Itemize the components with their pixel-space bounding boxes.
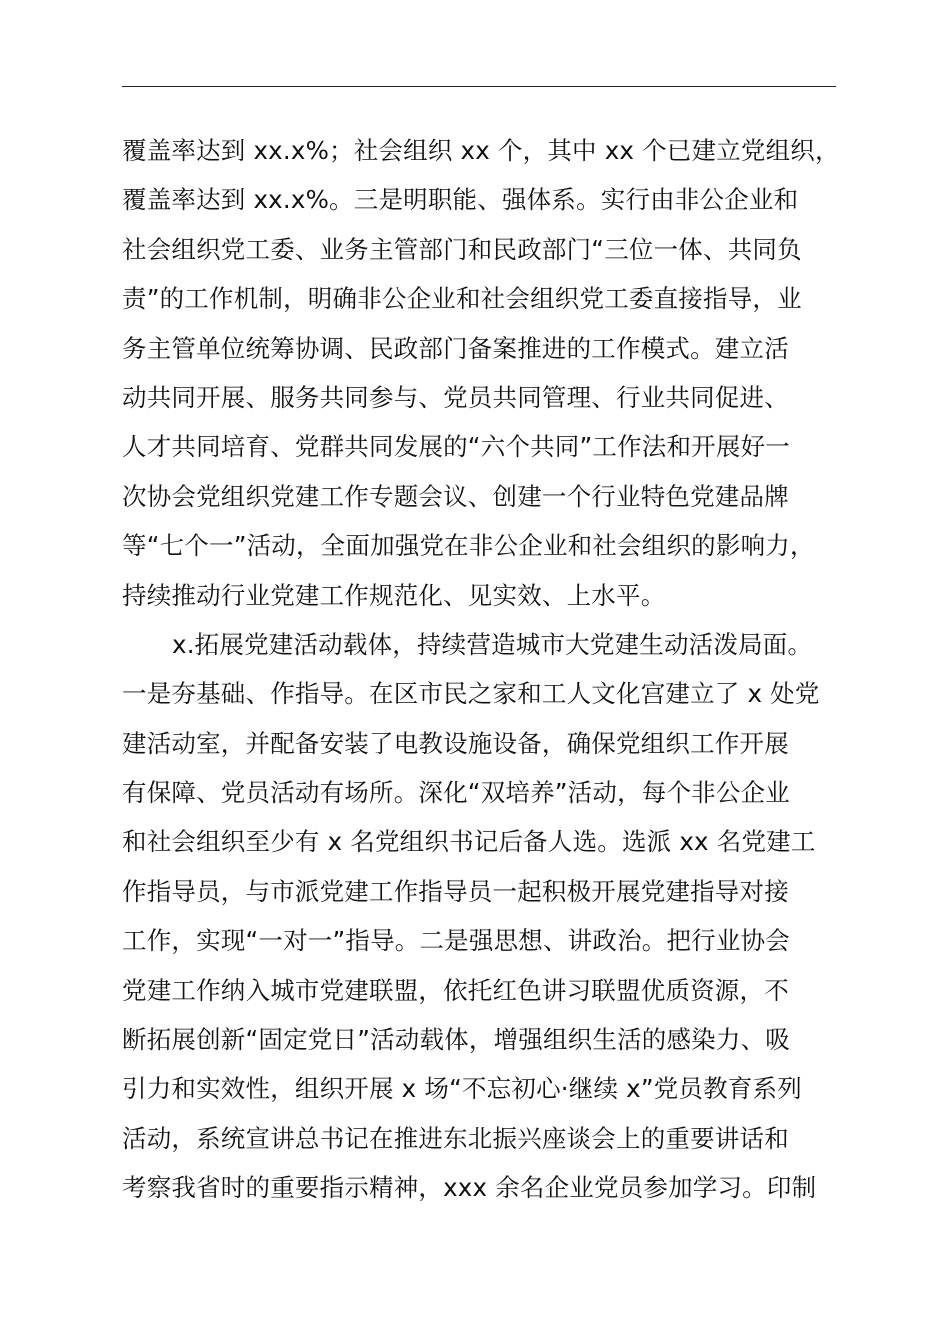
text-line: 考察我省时的重要指示精神，xxx 余名企业党员参加学习。印制 xyxy=(122,1173,817,1203)
section-heading-line: x.拓展党建活动载体，持续营造城市大党建生动活泼局面。 xyxy=(172,629,813,659)
text-line: 次协会党组织党建工作专题会议、创建一个行业特色党建品牌 xyxy=(122,481,789,511)
text-line: 断拓展创新“固定党日”活动载体，增强组织生活的感染力、吸 xyxy=(122,1025,790,1055)
text-line: 引力和实效性，组织开展 x 场“不忘初心·继续 x”党员教育系列 xyxy=(122,1074,802,1104)
text-line: 和社会组织至少有 x 名党组织书记后备人选。选派 xx 名党建工 xyxy=(122,827,816,857)
text-line: 一是夯基础、作指导。在区市民之家和工人文化宫建立了 x 处党 xyxy=(122,679,820,709)
text-line: 责”的工作机制，明确非公企业和社会组织党工委直接指导，业 xyxy=(122,284,802,314)
text-line: 党建工作纳入城市党建联盟，依托红色讲习联盟优质资源，不 xyxy=(122,975,789,1005)
body-text xyxy=(122,126,862,1213)
text-line: 动共同开展、服务共同参与、党员共同管理、行业共同促进、 xyxy=(122,382,789,412)
text-line: 务主管单位统筹协调、民政部门备案推进的工作模式。建立活 xyxy=(122,333,789,363)
header-rule xyxy=(122,86,836,87)
text-line: 建活动室，并配备安装了电教设施设备，确保党组织工作开展 xyxy=(122,728,789,758)
text-line: 工作，实现“一对一”指导。二是强思想、讲政治。把行业协会 xyxy=(122,926,790,956)
text-line: 持续推动行业党建工作规范化、见实效、上水平。 xyxy=(122,580,666,610)
text-line: 等“七个一”活动，全面加强党在非公企业和社会组织的影响力， xyxy=(122,531,815,561)
text-line: 人才共同培育、党群共同发展的“六个共同”工作法和开展好一 xyxy=(122,432,790,462)
text-line: 作指导员，与市派党建工作指导员一起积极开展党建指导对接 xyxy=(122,876,789,906)
text-line: 有保障、党员活动有场所。深化“双培养”活动，每个非公企业 xyxy=(122,778,790,808)
text-line: 社会组织党工委、业务主管部门和民政部门“三位一体、共同负 xyxy=(122,234,802,264)
text-line: 覆盖率达到 xx.x%；社会组织 xx 个，其中 xx 个已建立党组织， xyxy=(122,136,840,165)
text-line: 活动，系统宣讲总书记在推进东北振兴座谈会上的重要讲话和 xyxy=(122,1123,789,1153)
text-line: 覆盖率达到 xx.x%。三是明职能、强体系。实行由非公企业和 xyxy=(122,185,799,215)
